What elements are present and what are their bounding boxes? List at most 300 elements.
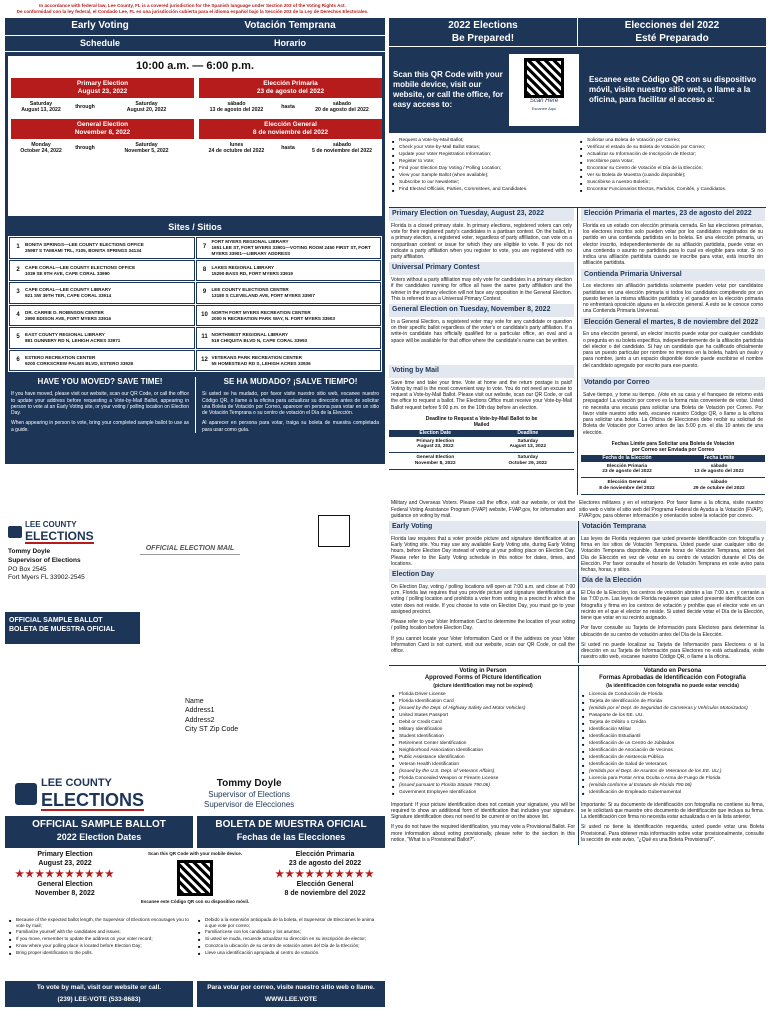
ed-en-title: Election Day xyxy=(389,569,577,582)
ge-start-date: October 24, 2022 xyxy=(20,148,62,155)
return-address xyxy=(8,520,148,583)
id-en-h3: (picture identification may not be expired) xyxy=(433,682,533,689)
return-name: Tommy Doyle xyxy=(8,548,51,555)
table-row xyxy=(389,453,574,470)
cover-es-foot-text: Para votar por correo, visite nuestro sitio web o llame. xyxy=(207,984,375,991)
dl-cell: 29 de octubre del 2022 xyxy=(693,486,745,492)
moved-en-p1: If you have moved, please visit our website, scan our QR Code, or call the office to update your address before requesting a Vote-by-Mail Ballot, appearing in person to vote at an Early Voting site, or your voting / polling location on Election Day. xyxy=(11,391,189,416)
dl-cell: 8 de noviembre del 2022 xyxy=(599,486,655,492)
list-item: ■ Actualizar su Información de Inscripción de Elector; xyxy=(580,152,762,158)
ed-es-text2: Por favor consulte su Tarjeta de Información para Electores para determinar la ubicación de su centro de votación antes del Día de la Elección. xyxy=(581,625,764,638)
cover-es-foot xyxy=(197,981,385,1007)
ed-es-text: El Día de la Elección, los centros de votación abrirán a las 7:00 a.m. y cerrarán a las 7:00 p.m. Las leyes de Florida requieren que usted presente identificación con fotografía y firma en los centros de votación y prohíbe que el elector vote en un recinto en el que el elector no reside. Si usted decide votar el Día de la Elección, tiene que votar en su recinto asignado. xyxy=(581,590,764,622)
mailing-address xyxy=(185,697,238,735)
list-item: ■ Identificación de Salud de Veteranos xyxy=(582,762,763,768)
early-voting-panel xyxy=(5,18,385,464)
access-list-en xyxy=(389,135,577,207)
site-name: VETERANS PARK RECREATION CENTER xyxy=(211,354,302,360)
hours: 10:00 a.m. — 6:00 p.m. xyxy=(136,60,254,72)
pe-end-day: Saturday xyxy=(135,100,158,107)
list-item: ■ Identificación de Empleado Gubernamental xyxy=(582,790,763,796)
list-item: ■ If you move, remember to update the address on your voter record; xyxy=(9,936,190,942)
addr-line1: Address1 xyxy=(185,707,215,715)
escanee-label: Escanee Aquí xyxy=(531,105,557,111)
return-box: PO Box 2545 xyxy=(8,565,47,573)
important-es: Importante: Si su documento de identificación con fotografía no contiene su firma, se le solicitará que muestre otro documento de identificación que incluya su firma. La identificación con firma no necesita estar actualizada o en la lista anterior. xyxy=(581,801,764,821)
cover-qr-es: Escanee este Código QR con su dispositivo móvil. xyxy=(140,898,250,904)
right-en-h2: Be Prepared! xyxy=(451,32,515,44)
site-number: 5 xyxy=(16,334,20,341)
site-address: 2000 N RECREATION PARK WAY, N. FORT MYERS 33903 xyxy=(211,315,335,321)
list-item: ■ View your Sample Ballot (when available); xyxy=(392,173,574,179)
cover-en-foot-text: To vote by mail, visit our website or call. xyxy=(36,984,162,991)
list-item: ■ Conozca la ubicación de su centro de votación antes del Día de la Elección; xyxy=(198,943,375,949)
moved-en xyxy=(5,377,195,433)
general-en-title: General Election xyxy=(76,120,129,128)
list-item: ■ Licencia para Portar Arma Oculta o Arma de Fuego de Florida xyxy=(582,776,763,782)
site-item xyxy=(9,260,195,282)
dl-cell: Elección General xyxy=(607,480,647,486)
list-item: ■ (issued pursuant to Florida Statute 790.06) xyxy=(392,783,574,789)
important-en: Important: If your picture identification does not contain your signature, you will be required to show an additional form of identification that includes your signature. Signature identification does not need to be current or on the above list. xyxy=(391,801,575,821)
site-number: 8 xyxy=(202,266,207,273)
site-item xyxy=(9,282,195,304)
site-item xyxy=(9,327,195,349)
dl-cell: sábado xyxy=(710,480,728,486)
site-number: 2 xyxy=(16,266,20,273)
list-item: ■ Neighborhood Association Identification xyxy=(392,748,574,754)
cover-title-es: Supervisor de Elecciones xyxy=(204,800,295,810)
table-row xyxy=(389,437,574,454)
site-number: 7 xyxy=(202,244,207,251)
addr-name: Name xyxy=(185,698,204,705)
dl-cell: Saturday xyxy=(517,455,539,461)
list-item: ■ Inscribirse para Votar; xyxy=(580,159,762,165)
table-row xyxy=(581,462,765,479)
ge-end-date: November 5, 2022 xyxy=(124,148,169,155)
dl-en-title: Deadline to Request a Vote-by-Mail Ballot to be Mailed xyxy=(425,415,538,428)
list-item: ■ Familiarize yourself with the candidates and issues; xyxy=(9,929,190,935)
dl-cell: November 8, 2022 xyxy=(414,461,456,467)
site-number: 3 xyxy=(16,289,20,296)
list-item: ■ Subscribe to our Newsletter; xyxy=(392,180,574,186)
election-mail-logo: OFFICIAL ELECTION MAIL xyxy=(140,545,240,555)
cover-name: Tommy Doyle xyxy=(216,777,282,789)
list-item: ■ Retirement Center Identification xyxy=(392,741,574,747)
list-item: ■ Military Identification xyxy=(392,727,574,733)
site-number: 12 xyxy=(201,356,208,363)
dl-deadline xyxy=(482,455,575,467)
list-item: ■ Identificación Estudiantil xyxy=(582,734,763,740)
list-item: ■ Licencia de Conducción de Florida xyxy=(582,692,763,698)
votacion-temprana-heading: Votación Temprana xyxy=(244,20,336,32)
cover-ge-en: General Election xyxy=(37,881,93,888)
pe-start-date: August 13, 2022 xyxy=(21,107,61,114)
horario-label: Horario xyxy=(273,37,306,48)
dl-deadline xyxy=(673,480,765,492)
site-name: CAPE CORAL—LEE COUNTY ELECTIONS OFFICE xyxy=(25,264,136,270)
dl-es-title: Fechas Límite para Solicitar una Boleta de Votación por Correo ser Enviada por Correo xyxy=(611,440,735,453)
moved-es-p1: Si usted se ha mudado, por favor visite nuestro sitio web, escanee nuestro Código QR, o llame a la oficina para actualizar su dirección antes de solicitar una Boleta de Votación por Correo, aparecer en persona para votar en un sitio de Votación Temprana o su centro de votación el Día de la Elección. xyxy=(202,391,379,416)
sites-list xyxy=(8,236,382,372)
general-en-date: November 8, 2022 xyxy=(74,128,131,136)
list-item: ■ (emitida conforme al Estatuto de Florida 790.06) xyxy=(582,783,763,789)
list-item: ■ Tarjeta de Identificación de Florida xyxy=(582,699,763,705)
dl-deadline xyxy=(482,439,575,451)
pe-end-date: August 20, 2022 xyxy=(126,107,167,114)
qr-box[interactable] xyxy=(509,54,579,126)
ge-es-end-date: 5 de noviembre del 2022 xyxy=(312,148,372,155)
list-item: ■ Florida Concealed Weapon or Firearm License xyxy=(392,776,574,782)
id-list-es xyxy=(579,689,766,800)
site-number: 9 xyxy=(202,289,207,296)
general-es-date: 8 de noviembre del 2022 xyxy=(252,128,329,136)
site-number: 1 xyxy=(16,244,20,251)
cover-pe-es: Elección Primaria xyxy=(295,851,355,858)
list-item: ■ Because of the expected ballot length, the Supervisor of Elections encourages you to vote by mail; xyxy=(9,917,190,928)
lee-logo-small xyxy=(8,520,148,544)
list-item: ■ Debido a la extensión anticipada de la boleta, el Supervisor de Elecciones le anima a que vote por correo; xyxy=(198,917,375,928)
table-row xyxy=(581,478,765,495)
list-item: ■ Debit or Credit Card xyxy=(392,720,574,726)
dl-deadline xyxy=(673,464,765,476)
pe-hasta: hasta xyxy=(281,103,295,110)
site-address: 25987 S TAMIAMI TRL, #105, BONITA SPRINGS 34134 xyxy=(25,248,142,253)
site-info xyxy=(212,355,380,366)
vm-en-title: Voting by Mail xyxy=(389,365,574,378)
u-en-text: Voters without a party affiliation may only vote for candidates in a primary election if the candidates running for office all have the same party affiliation and the winner in the primary election will not face any opposition in the General Election. This is referred to as a Universal Primary Contest. xyxy=(391,277,572,302)
list-item: ■ United States Passport xyxy=(392,713,574,719)
list-item: ■ Ver su Boleta de Muestra (cuando disponible); xyxy=(580,173,762,179)
vm-es-title: Votando por Correo xyxy=(581,377,765,390)
s2-en-title: General Election on Tuesday, November 8, 2022 xyxy=(389,304,574,317)
site-info xyxy=(25,355,193,366)
postage-box xyxy=(318,515,350,547)
id-en-h: Voting in Person xyxy=(459,667,507,674)
military-es: Electores militares y en el extranjero. Por favor llame a la oficina, visite nuestro sitio web o visite el sitio web del Programa Federal de Ayuda a la Votación (FVAP), FVAP.gov, para obtener información y orientación sobre la votación por correo. xyxy=(579,500,763,519)
site-address: 881 GUNNERY RD N, LEHIGH ACRES 33971 xyxy=(25,338,121,343)
ed-es-title: Día de la Elección xyxy=(579,575,766,588)
primary-en-date: August 23, 2022 xyxy=(77,87,128,95)
list-item: ■ Student Identification xyxy=(392,734,574,740)
id-es-h: Votando en Persona xyxy=(643,667,702,674)
cover-en-t1: OFFICIAL SAMPLE BALLOT xyxy=(32,819,166,830)
primary-es-box xyxy=(199,78,382,98)
site-item xyxy=(196,327,382,349)
site-address: 9200 CORKSCREW PALMS BLVD, ESTERO 33928 xyxy=(25,360,134,366)
dl-cell: sábado xyxy=(710,463,728,469)
list-item: ■ Familiarícese con los candidatos y los asuntos; xyxy=(198,929,375,935)
cover-org2: ELECTIONS xyxy=(41,789,145,810)
site-name: FORT MYERS REGIONAL LIBRARY xyxy=(211,239,289,245)
moved-es-title: SE HA MUDADO? ¡SALVE TIEMPO! xyxy=(223,377,358,387)
logo-org1: LEE COUNTY xyxy=(25,520,77,529)
site-info xyxy=(212,265,380,276)
primary-es-date: 23 de agosto del 2022 xyxy=(256,87,325,95)
lee-logo-large xyxy=(15,777,144,811)
ge-through: through xyxy=(75,144,95,151)
scan-here-label: Scan Here xyxy=(529,98,559,104)
cover-en-t2: 2022 Election Dates xyxy=(56,831,142,842)
u-es-title: Contienda Primaria Universal xyxy=(581,269,765,282)
ev-es-text: Las leyes de Florida requieren que usted presente identificación con fotografía y firma en los sitios de Votación Temprana. Usted puede usar cualquier sitio de Votación Temprana disponible, durante horas de Votación Temprana, antes del Día de Elección en vez de votar en su centro de votación durante el Día de Elección. Por favor consulte el horario de Votación Temprana en este aviso para fechas, horas, y sitios. xyxy=(581,535,764,574)
list-item: ■ Florida Identification Card xyxy=(392,699,574,705)
ed-en-text2: Please refer to your Voter Information Card to determine the location of your voting / polling location before Election Day. xyxy=(391,619,575,632)
stars-decor: ★★★★★★★★★★ xyxy=(275,868,375,880)
site-info xyxy=(25,332,193,343)
s2-es-title: Elección General el martes, 8 de noviembre del 2022 xyxy=(581,317,765,330)
site-item xyxy=(196,260,382,282)
dl-es-col2: Fecha Límite xyxy=(703,455,735,462)
cover-es-t1: BOLETA DE MUESTRA OFICIAL xyxy=(215,819,367,830)
pe-es-start-day: sábado xyxy=(227,100,246,107)
logo-org2: ELECTIONS xyxy=(25,529,94,543)
col-es xyxy=(577,208,765,495)
moved-en-p2: When appearing in person to vote, bring your completed sample ballot to use as a guide. xyxy=(11,420,189,433)
site-info xyxy=(25,242,193,253)
dl-election xyxy=(389,439,482,451)
pe-es-end-day: sábado xyxy=(332,100,352,107)
site-name: LAKES REGIONAL LIBRARY xyxy=(211,264,275,270)
site-name: CAPE CORAL—LEE COUNTY LIBRARY xyxy=(25,287,112,293)
info-panel xyxy=(389,18,766,1018)
dl-cell: Saturday xyxy=(517,438,539,444)
phone-link[interactable]: (239) LEE-VOTE (533-8683) xyxy=(57,996,141,1004)
list-item: ■ Pasaporte de los EE. UU. xyxy=(582,713,763,719)
qr-code-icon[interactable] xyxy=(177,860,213,896)
site-info xyxy=(212,310,380,321)
pe-through: through xyxy=(75,103,95,110)
cover-en-foot xyxy=(5,981,193,1007)
qr-code-icon[interactable] xyxy=(524,58,564,98)
site-name: EAST COUNTY REGIONAL LIBRARY xyxy=(25,332,105,338)
scan-en: Scan this QR Code with your mobile device, visit our website, or call the office, for easy access to: xyxy=(393,70,504,109)
site-name: LEE COUNTY ELECTIONS CENTER xyxy=(211,287,289,293)
site-info xyxy=(212,332,380,343)
list-item: ■ Know where your polling place is located before Election Day; xyxy=(9,943,190,949)
moved-es-p2: Al aparecer en persona para votar, traiga su boleta de muestra completada para usar como guía. xyxy=(202,420,379,433)
site-info xyxy=(25,287,193,298)
cover-es-t2: Fechas de las Elecciones xyxy=(236,831,346,842)
list-item: ■ Tarjeta de Débito o Crédito xyxy=(582,720,763,726)
ev-en-text: Florida law requires that a voter provide picture and signature identification at an Early Voting site. You may use any available Early Voting site, during Early Voting hours, before Election Day instead of voting at your polling place on Election Day. Please refer to the Early Voting schedule in this notice for dates, times, and locations. xyxy=(391,535,575,567)
list-item: ■ Si usted se muda, recuerde actualizar su dirección en su inscripción de elector; xyxy=(198,936,375,942)
dl-cell: General Election xyxy=(416,455,455,461)
banner-es: BOLETA DE MUESTRA OFICIAL xyxy=(9,625,115,633)
id-en-h2: Approved Forms of Picture Identification xyxy=(424,675,542,682)
site-info xyxy=(25,310,193,321)
site-number: 4 xyxy=(16,311,20,318)
site-address: 1651 LEE ST, FORT MYERS 33901—VOTING ROOM 2450 FIRST ST, FORT MYERS 33901—LIBRARY ADDRESS xyxy=(211,245,371,256)
s2-en-text: In a General Election, a registered voter may vote for any candidate or question on their specific ballot regardless of the voter's or candidate's party affiliation. If a write-in candidate has officially qualified for a particular office, an oval and a space will be available for that office where the candidate's name can be written. xyxy=(391,318,572,344)
dl-cell: October 29, 2022 xyxy=(508,461,547,467)
dl-es-col1: Fecha de la Elección xyxy=(602,455,652,462)
list-item: ■ Identificación de Asociación de Vecinos xyxy=(582,748,763,754)
ed-en-text3: If you cannot locate your Voter Information Card or if the address on your Voter Information Card is not current, visit our website, scan our QR Code, or call the office. xyxy=(391,635,575,655)
dl-es-rows xyxy=(581,462,765,496)
general-es-box xyxy=(199,119,382,139)
vm-es-text: Salve tiempo, y tome su tiempo. ¡Vote en su casa y el franqueo de retorno está prepagado! La votación por correo es la forma más conveniente de votar. Usted no necesita una excusa para solicitar una Boleta de Votación por Correo. Por favor visite nuestro sitio web, escanee nuestro Código QR, o llame a la oficina para solicitar una boleta. La Oficina de Elecciones debe recibir su solicitud de Boleta de Votación por Correo antes de las 5:00 p.m. el día 10 antes de una elección. xyxy=(583,392,763,436)
dl-cell: 23 de agosto del 2022 xyxy=(602,469,652,475)
cover-ge-en-date: November 8, 2022 xyxy=(35,889,95,897)
ge-es-start-date: 24 de octubre del 2022 xyxy=(208,148,265,155)
ge-es-end-day: sábado xyxy=(332,141,352,148)
moved-es xyxy=(195,377,385,433)
access-list-es xyxy=(577,135,765,207)
dl-election xyxy=(581,480,673,492)
list-item: ■ Suscribirse a nuestro Boletín; xyxy=(580,180,762,186)
dl-election xyxy=(581,464,673,476)
site-address: 519 CHIQUITA BLVD N, CAPE CORAL 33993 xyxy=(211,338,308,343)
scan-es: Escanee este Código QR con su dispositivo móvil, visite nuestro sitio web, o llame a la oficina, para facilitar el acceso a: xyxy=(589,75,757,104)
id-list-en xyxy=(389,689,577,800)
cover-es-bullets xyxy=(190,917,375,979)
site-number: 6 xyxy=(16,356,20,363)
ballot-banner xyxy=(5,612,140,644)
site-number: 10 xyxy=(201,311,208,318)
site-item xyxy=(9,350,195,372)
cover-pe-en-date: August 23, 2022 xyxy=(38,859,92,867)
list-item: ■ Encontrar su Centro de Votación el Día de la Elección; xyxy=(580,166,762,172)
site-address: 13180 S CLEVELAND AVE, FORT MYERS 33907 xyxy=(211,293,315,298)
list-item: ■ Verificar el estado de su Boleta de Votación por Correo; xyxy=(580,145,762,151)
sites-title: Sites / Sitios xyxy=(168,222,222,232)
dl-cell: August 23, 2022 xyxy=(416,444,454,450)
s1-en-title: Primary Election on Tuesday, August 23, 2022 xyxy=(389,208,574,221)
list-item: ■ Veteran Health Identification xyxy=(392,762,574,768)
ge-es-start-day: lunes xyxy=(229,141,244,148)
u-en-title: Universal Primary Contest xyxy=(389,262,574,275)
cover-en-bullets xyxy=(5,917,190,979)
site-name: BONITA SPRINGS—LEE COUNTY ELECTIONS OFFICE xyxy=(25,242,144,248)
stars-decor: ★★★★★★★★★★ xyxy=(15,868,115,880)
site-address: 2990 EDISON AVE, FORT MYERS 33916 xyxy=(25,315,112,321)
ge-end-day: Saturday xyxy=(135,141,158,148)
list-item: ■ Request a Vote-by-Mail Ballot; xyxy=(392,138,574,144)
dl-en-col2: Deadline xyxy=(517,430,539,437)
list-item: ■ Update your Voter Registration Information; xyxy=(392,152,574,158)
cover-org1: LEE COUNTY xyxy=(41,777,112,790)
list-item: ■ Find Elected Officials, Parties, Committees, and Candidates. xyxy=(392,187,574,193)
site-name: DR. CARRIE D. ROBINSON CENTER xyxy=(25,309,104,315)
list-item: ■ Identificación Militar xyxy=(582,727,763,733)
ev-es-title: Votación Temprana xyxy=(579,521,766,534)
qr-banner xyxy=(389,47,766,133)
list-item: ■ Encontrar Funcionarios Electos, Partidos, Comités, y Candidatos. xyxy=(580,187,762,193)
list-item: ■ (issued by the Dept. of Highway Safety and Motor Vehicles) xyxy=(392,706,574,712)
site-item xyxy=(196,305,382,327)
cover-title-en: Supervisor of Elections xyxy=(208,790,291,800)
site-item xyxy=(196,350,382,372)
right-es-header xyxy=(578,18,766,46)
florida-icon xyxy=(15,783,37,805)
cover-pe-es-date: 23 de agosto del 2022 xyxy=(288,859,362,867)
list-item: ■ Bring proper identification to the polls. xyxy=(9,950,190,956)
list-item: ■ Public Assistance Identification xyxy=(392,755,574,761)
ed-en-text: On Election Day, voting / polling locations will open at 7:00 a.m. and close at 7:00 p.m. Florida law requires that you provide picture and signature identification at a voting / polling location and prohibits a voter from voting in a precinct in which the voter does not reside. If you choose to vote on Election Day, you must go to your assigned precinct. xyxy=(391,583,575,615)
cover-ge-es-date: 8 de noviembre del 2022 xyxy=(284,889,366,897)
addr-city: City ST Zip Code xyxy=(185,726,239,734)
general-en-box xyxy=(11,119,194,139)
ge-hasta: hasta xyxy=(281,144,295,151)
pe-start-day: Saturday xyxy=(29,100,53,107)
cover-panel xyxy=(5,775,385,1015)
banner-en: OFFICIAL SAMPLE BALLOT xyxy=(9,617,103,624)
list-item: ■ (issued by the U.S. Dept. of Veterans Affairs) xyxy=(392,769,574,775)
right-es-h2: Esté Preparado xyxy=(635,32,709,44)
site-info xyxy=(212,287,380,298)
florida-icon xyxy=(8,526,22,538)
vm-en-text: Save time and take your time. Vote at home and the return postage is paid! Voting by mail is the most convenient way to vote. You do not need an excuse to request a Vote-by-Mail Ballot. Please visit our website, scan our QR Code, or call the office to request a ballot. The Elections Office must receive your Vote-by-Mail Ballot request before 5:00 p.m. on the 10th day before an election. xyxy=(391,379,572,411)
ge-start-day: Monday xyxy=(31,141,51,148)
site-item xyxy=(196,282,382,304)
site-name: NORTHWEST REGIONAL LIBRARY xyxy=(211,332,289,338)
list-item: ■ Find your Election Day Voting / Polling Location; xyxy=(392,166,574,172)
site-info xyxy=(25,265,193,276)
list-item: ■ (emitida por el Dept. de Asuntos de Veteranos de los EE. UU.) xyxy=(582,769,763,775)
ed-es-text3: Si usted no puede localizar su Tarjeta de Información para Electores o si la dirección en su Tarjeta de Información para Electores no está actualizada, visite nuestro sitio web, escanee nuestro Código QR, o llame a la oficina. xyxy=(581,641,764,661)
addr-line2: Address2 xyxy=(185,716,215,724)
right-es-h1: Elecciones del 2022 xyxy=(624,20,720,31)
dl-cell: Primary Election xyxy=(416,438,455,444)
s2-es-text: En una elección general, un elector inscrito puede votar por cualquier candidato o pregunta en su boleta específica, independientemente de la afiliación partidista del elector o del candidato. Si hay un candidato que ha calificado oficialmente para un puesto particular por nombre no impreso en la boleta, habrá un óvalo y para nombre, junto a un espacio disponible donde puede escribirse el nombre del candidato agregado por escrito para ese puesto. xyxy=(583,331,763,369)
site-name: NORTH FORT MYERS RECREATION CENTER xyxy=(211,309,311,315)
cover-qr-en: Scan this QR Code with your mobile device. xyxy=(147,851,243,856)
primary-en-box xyxy=(11,78,194,98)
moved-en-title: HAVE YOU MOVED? SAVE TIME! xyxy=(37,377,163,387)
primary-es-title: Elección Primaria xyxy=(263,79,318,87)
cover-pe-en: Primary Election xyxy=(37,851,93,858)
early-voting-heading: Early Voting xyxy=(71,20,129,32)
col-en xyxy=(389,208,577,495)
cover-en-banner xyxy=(5,816,193,848)
list-item: ■ Government Employee Identification xyxy=(392,790,574,796)
list-item: ■ Check your Vote-by-Mail Ballot status; xyxy=(392,145,574,151)
dl-cell: August 13, 2022 xyxy=(509,444,547,450)
ev-en-title: Early Voting xyxy=(389,521,577,534)
cover-es-banner xyxy=(197,816,385,848)
notice-en: In accordance with federal law, Lee County, FL is a covered jurisdiction for the Spanish language under Section 203 of the Voting Rights Act. xyxy=(39,3,346,8)
site-number: 11 xyxy=(201,334,208,341)
site-info xyxy=(212,239,380,256)
site-address: 921 SW 39TH TER, CAPE CORAL 33914 xyxy=(25,293,112,298)
cover-ge-es: Elección General xyxy=(296,881,354,888)
site-address: 15290 BASS RD, FORT MYERS 33919 xyxy=(211,270,293,276)
website-link[interactable]: WWW.LEE.VOTE xyxy=(265,996,317,1004)
schedule-box xyxy=(8,56,382,216)
list-item: ■ (emitida por el Dept. de Seguridad de Carreteras y Vehículos Motorizados) xyxy=(582,706,763,712)
return-city: Fort Myers FL 33902-2545 xyxy=(8,574,85,582)
right-en-h1: 2022 Elections xyxy=(448,20,518,31)
s1-es-text: Florida es un estado con elección primaria cerrada. En las elecciones primarias, los electores inscritos solo pueden votar por los candidatos registrados de su partido en una contienda partidista en la boleta. En una elección primaria, un elector inscrito, independientemente de su afiliación partidista, puede votar en una contienda o asunto no partidista para lo cual es elegible para votar. Si no indica una afiliación partidista cuando se inscribe para votar, está inscrito sin afiliación partidista. xyxy=(583,222,763,267)
id-es-h3: (la identificación con fotografía no puede estar vencida) xyxy=(606,682,739,689)
general-es-title: Elección General xyxy=(264,120,317,128)
id-es-h2: Formas Aprobadas de Identificación con Fotografía xyxy=(599,675,746,682)
dl-en-col1: Election Date xyxy=(419,430,452,437)
list-item: ■ Identificación de un Centro de Jubilados xyxy=(582,741,763,747)
pe-es-start-date: 13 de agosto del 2022 xyxy=(209,107,264,114)
notice-es: De conformidad con la ley federal, el Condado Lee, FL es una jurisdicción cubierta para el idioma español bajo la Sección 203 de la Ley de Derechos Electorales. xyxy=(16,8,369,14)
list-item: ■ Lleve una identificación apropiada al centro de votación. xyxy=(198,950,375,956)
s1-en-text: Florida is a closed primary state. In primary elections, registered voters can only vote for their registered party's candidates in a partisan contest. On the ballot, in a primary election, a registered voter, regardless of party affiliation, can vote on a nonpartisan contest or issue for which they are eligible to vote. If you do not indicate a party affiliation when you register to vote, you are registered with no party affiliation. xyxy=(391,222,572,260)
list-item: ■ Florida Driver License xyxy=(392,692,574,698)
primary-en-title: Primary Election xyxy=(76,79,129,87)
list-item: ■ Register to Vote; xyxy=(392,159,574,165)
site-address: 55 HOMESTEAD RD S, LEHIGH ACRES 33936 xyxy=(211,360,311,366)
list-item: ■ Solicitar una Boleta de Votación por Correo; xyxy=(580,138,762,144)
military-en: Military and Overseas Voters. Please call the office, visit our website, or visit the Federal Voting Assistance Program (FVAP) website, FVAP.gov, for information and guidance on voting by mail. xyxy=(391,500,575,519)
u-es-text: Los electores sin afiliación partidista solamente pueden votar por candidatos partidistas en una elección primaria si todos los candidatos compitiendo por un puesto tienen la misma afiliación partidista y el ganador en la elección primaria no enfrentará oposición alguna en la elección general. A esto se le conoce como una Contienda Primaria Universal. xyxy=(583,283,763,315)
